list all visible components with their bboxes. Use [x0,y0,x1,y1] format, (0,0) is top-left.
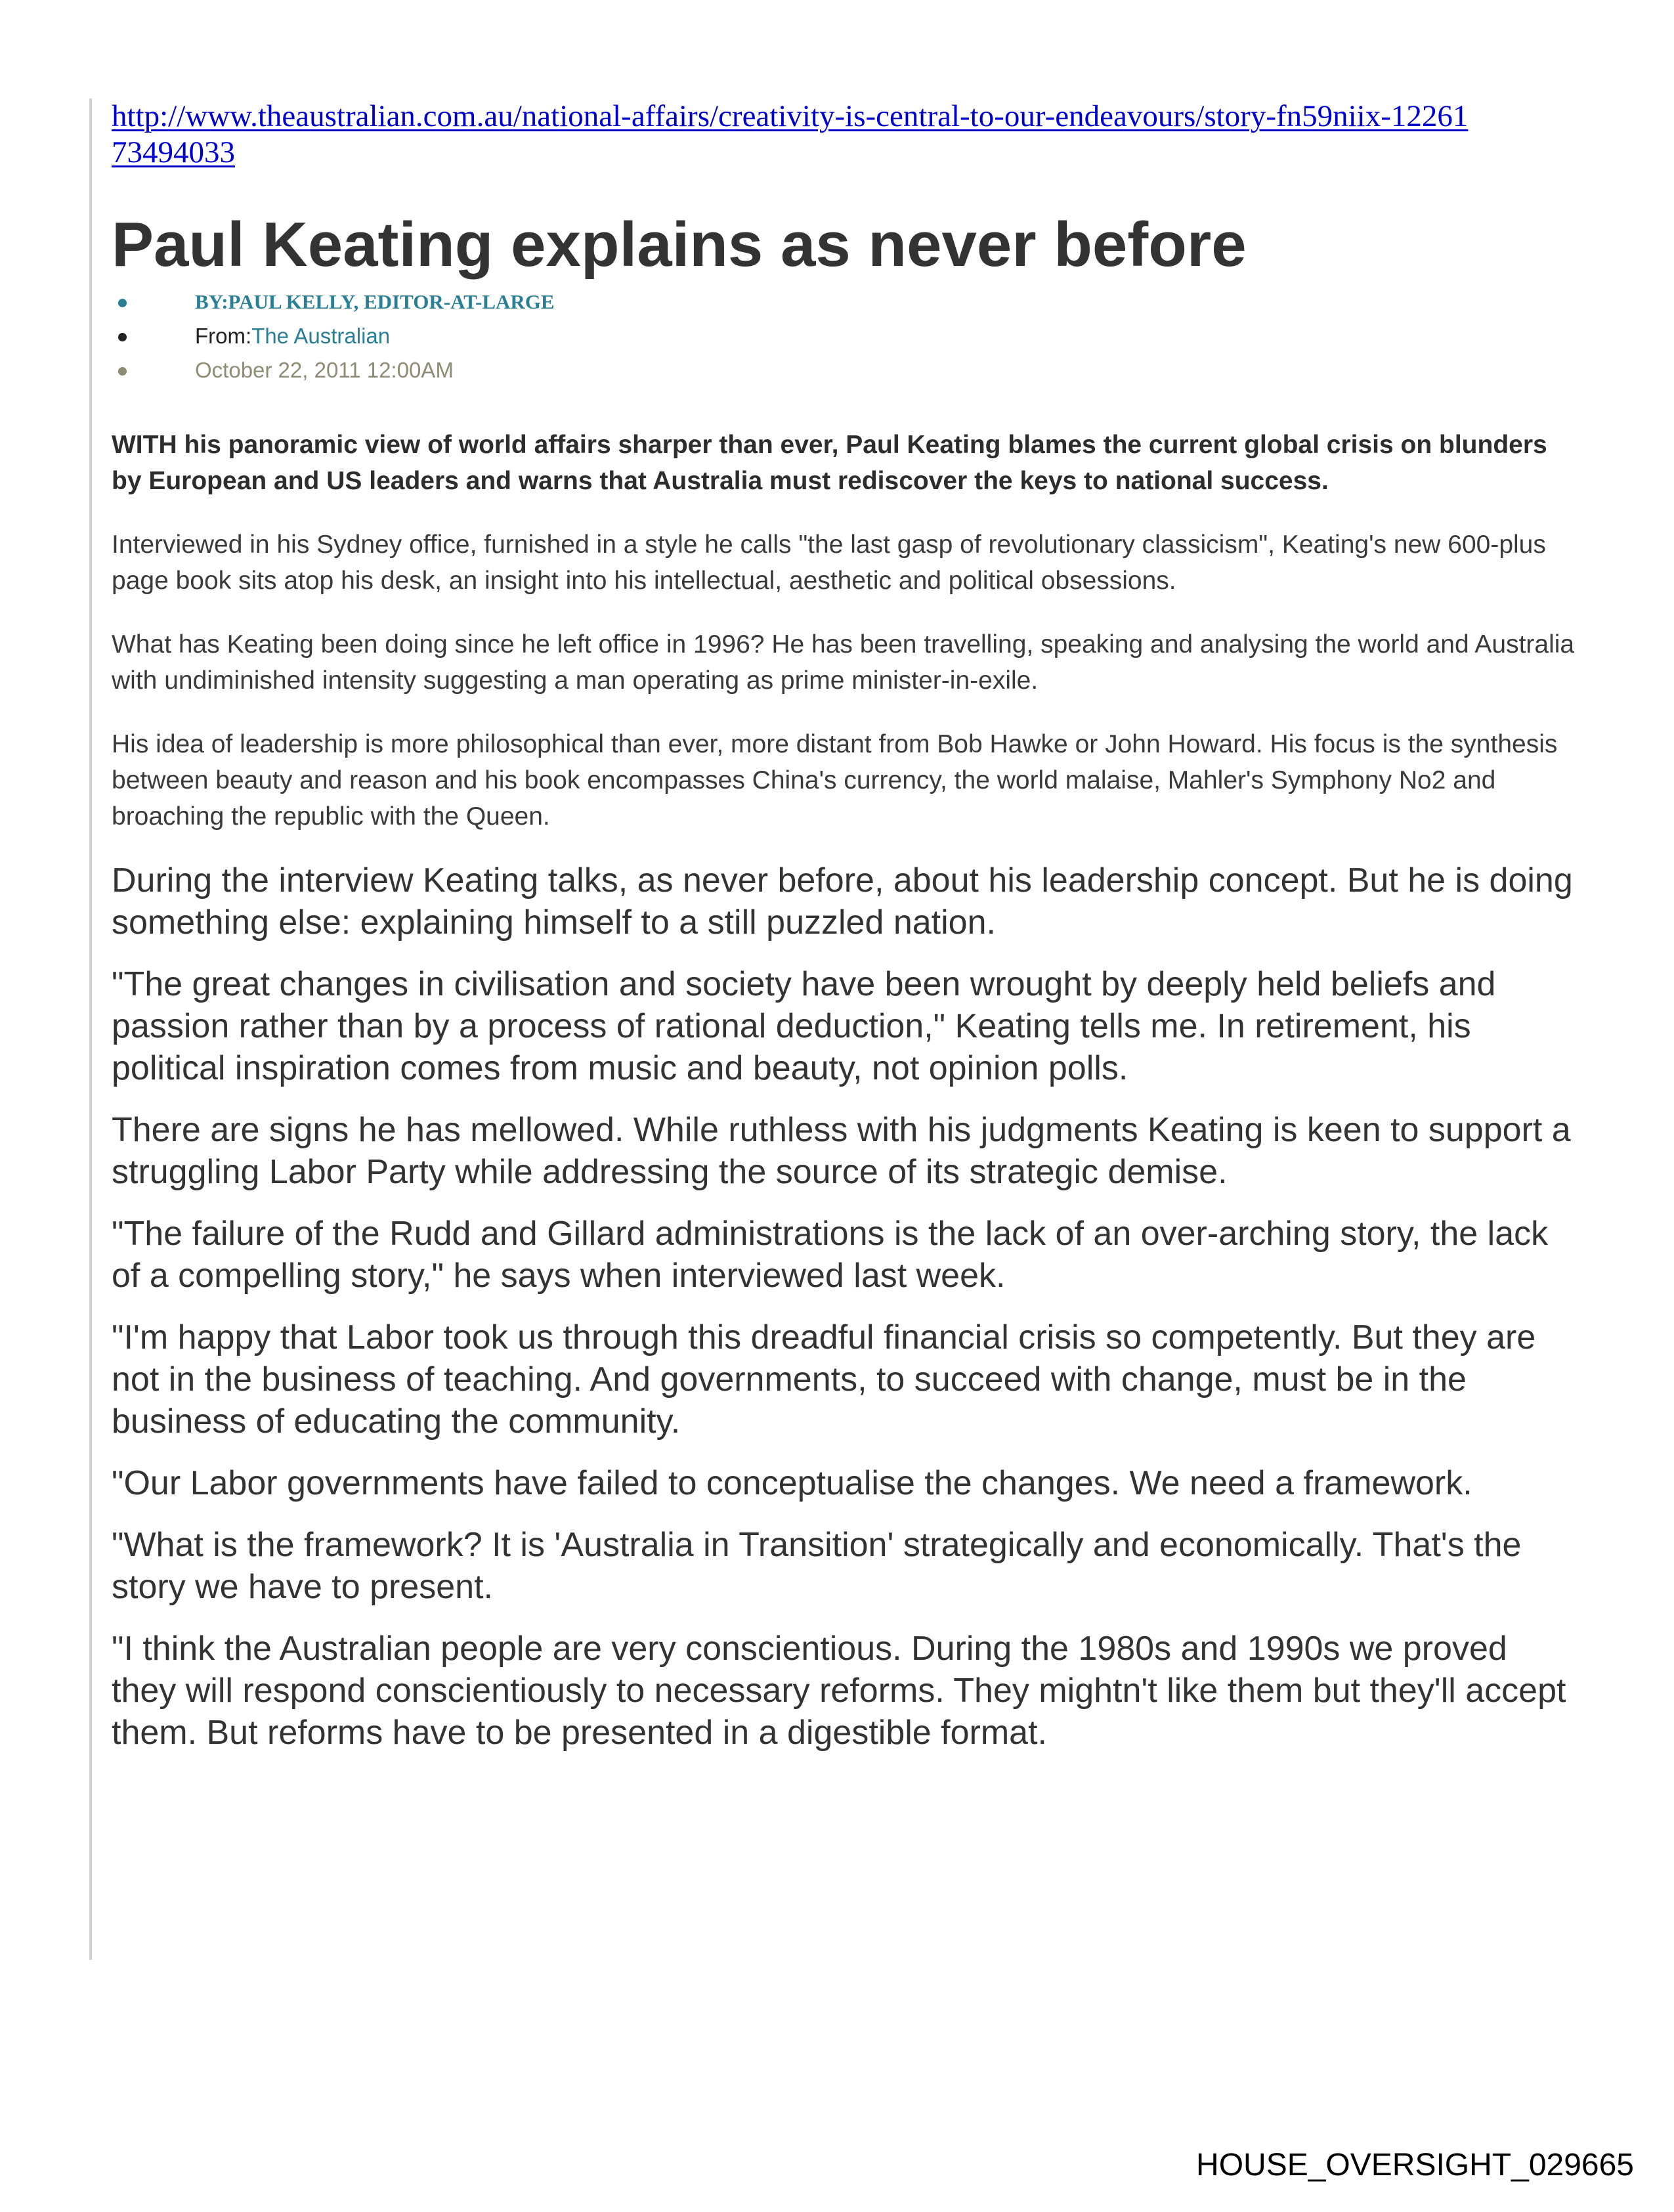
byline-link[interactable]: BY:PAUL KELLY, EDITOR-AT-LARGE [195,290,555,313]
body-paragraph: "The failure of the Rudd and Gillard administrations is the lack of an over-arching story, the lack of a compelling story," he says when interviewed last week. [112,1215,1549,1295]
meta-source [112,319,1576,353]
body-paragraph: Interviewed in his Sydney office, furnished in a style he calls "the last gasp of revolutionary classicism", Keating's new 600-plus page book sits atop his desk, an insight into his intellectual, aesthetic and political obsessions. [112,531,1546,595]
document-id-stamp: HOUSE_OVERSIGHT_029665 [1196,2148,1634,2182]
body-paragraph: "What is the framework? It is 'Australia in Transition' strategically and economically. That's the story we have to present. [112,1526,1522,1606]
from-source-link[interactable]: The Australian [251,324,391,348]
body-paragraph: What has Keating been doing since he left office in 1996? He has been travelling, speaking and analysing the world and Australia with undiminished intensity suggesting a man operating as prime minister-in-exile. [112,630,1575,695]
article-headline: Paul Keating explains as never before [112,209,1247,280]
body-paragraph: "The great changes in civilisation and society have been wrought by deeply held beliefs and passion rather than by a process of rational deduction," Keating tells me. In retirement, his political inspiration comes from music and beauty, not opinion polls. [112,965,1496,1087]
meta-date [112,353,1576,387]
article-lead: WITH his panoramic view of world affairs sharper than ever, Paul Keating blames the current global crisis on blunders by European and US leaders and warns that Australia must rediscover the keys to national success. [112,431,1547,495]
body-paragraph: "I think the Australian people are very conscientious. During the 1980s and 1990s we proved they will respond conscientiously to necessary reforms. They mightn't like them but they'll accept them. But reforms have to be presented in a digestible format. [112,1630,1566,1752]
source-url-link[interactable]: http://www.theaustralian.com.au/national-affairs/creativity-is-central-to-our-endeavours/story-fn59niix-1226173494033 [112,99,1469,169]
body-paragraph: "I'm happy that Labor took us through this dreadful financial crisis so competently. But they are not in the business of teaching. And governments, to succeed with change, must be in the business of educating the community. [112,1318,1536,1441]
article-meta-list [112,285,1576,387]
body-paragraph: During the interview Keating talks, as never before, about his leadership concept. But he is doing something else: explaining himself to a still puzzled nation. [112,861,1573,942]
left-margin-rule [89,98,92,1960]
body-paragraph: There are signs he has mellowed. While ruthless with his judgments Keating is keen to support a struggling Labor Party while addressing the source of its strategic demise. [112,1111,1571,1191]
bullet-icon [118,299,127,307]
publish-date: October 22, 2011 12:00AM [195,358,454,382]
meta-byline [112,285,1576,319]
body-paragraph: His idea of leadership is more philosophical than ever, more distant from Bob Hawke or John Howard. His focus is the synthesis between beauty and reason and his book encompasses China's currency, the world malaise, Mahler's Symphony No2 and broaching the republic with the Queen. [112,730,1558,831]
bullet-icon [118,367,127,376]
from-label: From: [195,324,252,348]
bullet-icon [118,333,127,341]
body-paragraph: "Our Labor governments have failed to conceptualise the changes. We need a framework. [112,1464,1472,1502]
article [112,98,1576,1754]
